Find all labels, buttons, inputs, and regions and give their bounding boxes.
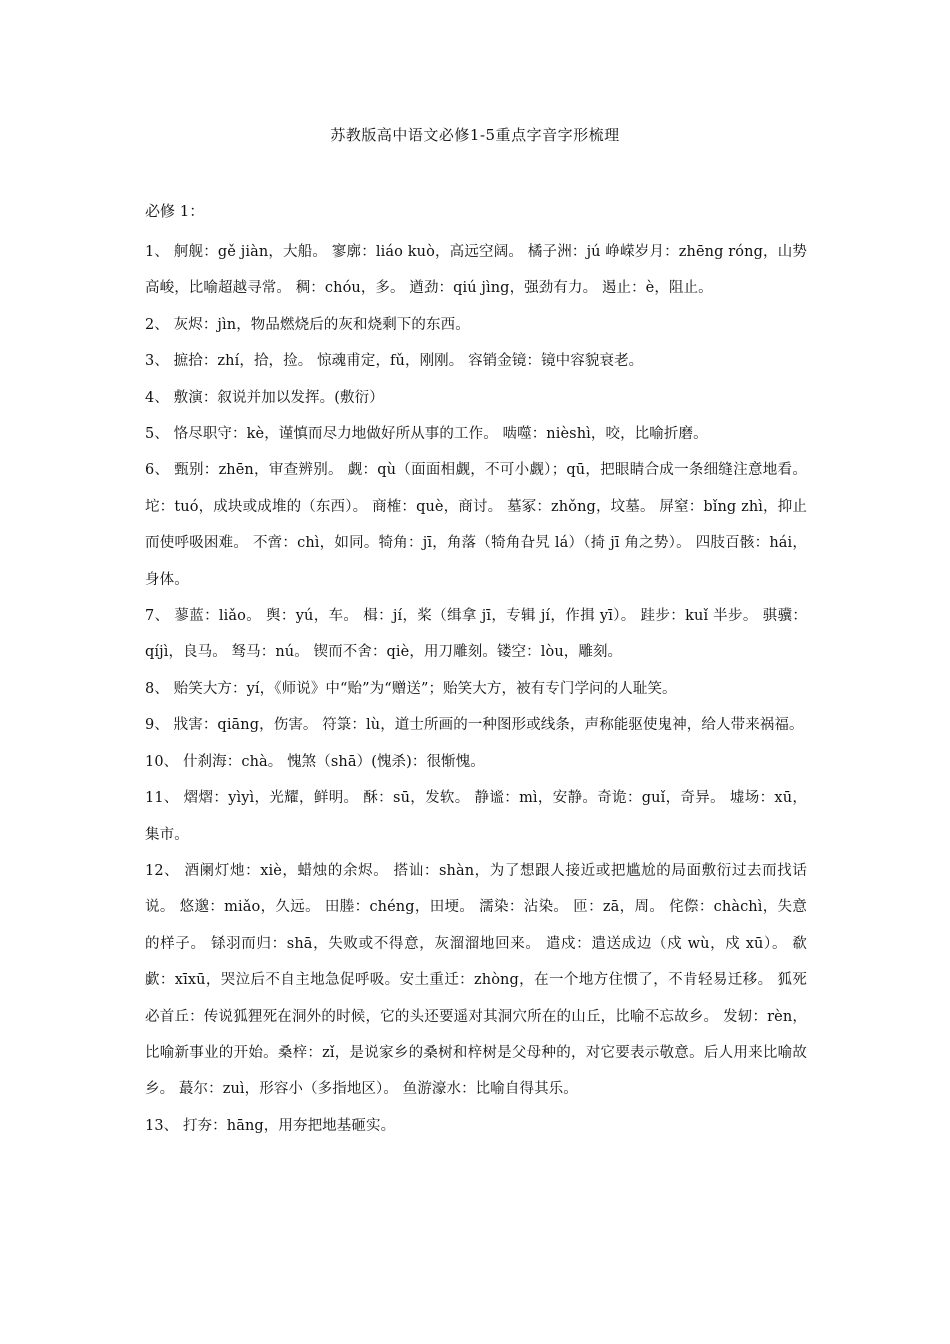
entry-item-1: 1、 舸舰：gě jiàn，大船。 寥廓：liáo kuò，高远空阔。 橘子洲：jú 峥嵘岁月：zhēng róng，山势高峻，比喻超越寻常。 稠：chóu，多。 遒劲：qiú jìng，强劲有力。 遏止：è，阻止。 [145, 244, 807, 297]
entry-item-5: 5、 恪尽职守：kè，谨慎而尽力地做好所从事的工作。 啮噬：nièshì，咬，比喻折磨。 [145, 426, 708, 443]
entry-item-7: 7、 蓼蓝：liǎo。 舆：yú，车。 楫：jí，桨（缉拿 jī，专辑 jí，作揖 yī）。 跬步：kuǐ 半步。 骐骥：qíjì，良马。 驽马：nú。 锲而不舍：qiè，用刀雕刻。镂空：lòu，雕刻。 [145, 608, 807, 661]
entry-item-4: 4、 敷演：叙说并加以发挥。(敷衍） [145, 389, 384, 406]
entry-item-13: 13、 打夯：hāng，用夯把地基砸实。 [145, 1117, 396, 1134]
entry-item-10: 10、 什刹海：chà。 愧煞（shā）(愧杀)：很惭愧。 [145, 753, 485, 770]
section-heading: 必修 1： [145, 202, 205, 220]
entry-item-9: 9、 戕害：qiāng，伤害。 符箓：lù，道士所画的一种图形或线条，声称能驱使鬼神，给人带来祸福。 [145, 717, 804, 734]
entry-item-3: 3、 摭拾：zhí，拾，捡。 惊魂甫定，fǔ，刚刚。 容销金镜：镜中容貌衰老。 [145, 353, 644, 370]
entry-item-11: 11、 熠熠：yìyì，光耀，鲜明。 酥：sū，发软。 静谧：mì，安静。奇诡：guǐ，奇异。 墟场：xū，集市。 [145, 790, 807, 843]
entry-item-2: 2、 灰烬：jìn，物品燃烧后的灰和烧剩下的东西。 [145, 316, 470, 333]
entry-item-6: 6、 甄别：zhēn，审查辨别。 觑：qù（面面相觑，不可小觑）；qū，把眼睛合成一条细缝注意地看。 坨：tuó，成块或成堆的（东西）。 商榷：què，商讨。 墓冢：zhǒng，坟墓。 屏窒：bǐng zhì，抑止而使呼吸困难。 不啻：chì，如同。犄角：jī，角落（犄角旮旯 lá）（掎 jī 角之势）。 四肢百骸：hái，身体。 [145, 462, 807, 588]
entry-list [145, 234, 807, 1144]
document-title: 苏教版高中语文必修1-5重点字音字形梳理 [330, 126, 620, 144]
entry-item-12: 12、 酒阑灯灺：xiè，蜡烛的余烬。 搭讪：shàn，为了想跟人接近或把尴尬的局面敷衍过去而找话说。 悠邈：miǎo，久远。 田塍：chéng，田埂。 濡染：沾染。 匝：zā，周。 侘傺：chàchì，失意的样子。 铩羽而归：shā，失败或不得意，灰溜溜地回来。 遣戍：遣送成边（戍 wù，戍 xū）。 欷歔：xīxū，哭泣后不自主地急促呼吸。安土重迁：zhòng，在一个地方住惯了，不肯轻易迁移。 狐死必首丘：传说狐狸死在洞外的时候，它的头还要遥对其洞穴所在的山丘，比喻不忘故乡。 发轫：rèn，比喻新事业的开始。桑梓：zǐ，是说家乡的桑树和梓树是父母种的，对它要表示敬意。后人用来比喻故乡。 蕞尔：zuì，形容小（多指地区）。 鱼游濠水：比喻自得其乐。 [145, 862, 807, 1098]
entry-item-8: 8、 贻笑大方：yí，《师说》中“贻”为“赠送”；贻笑大方，被有专门学问的人耻笑。 [145, 680, 677, 697]
